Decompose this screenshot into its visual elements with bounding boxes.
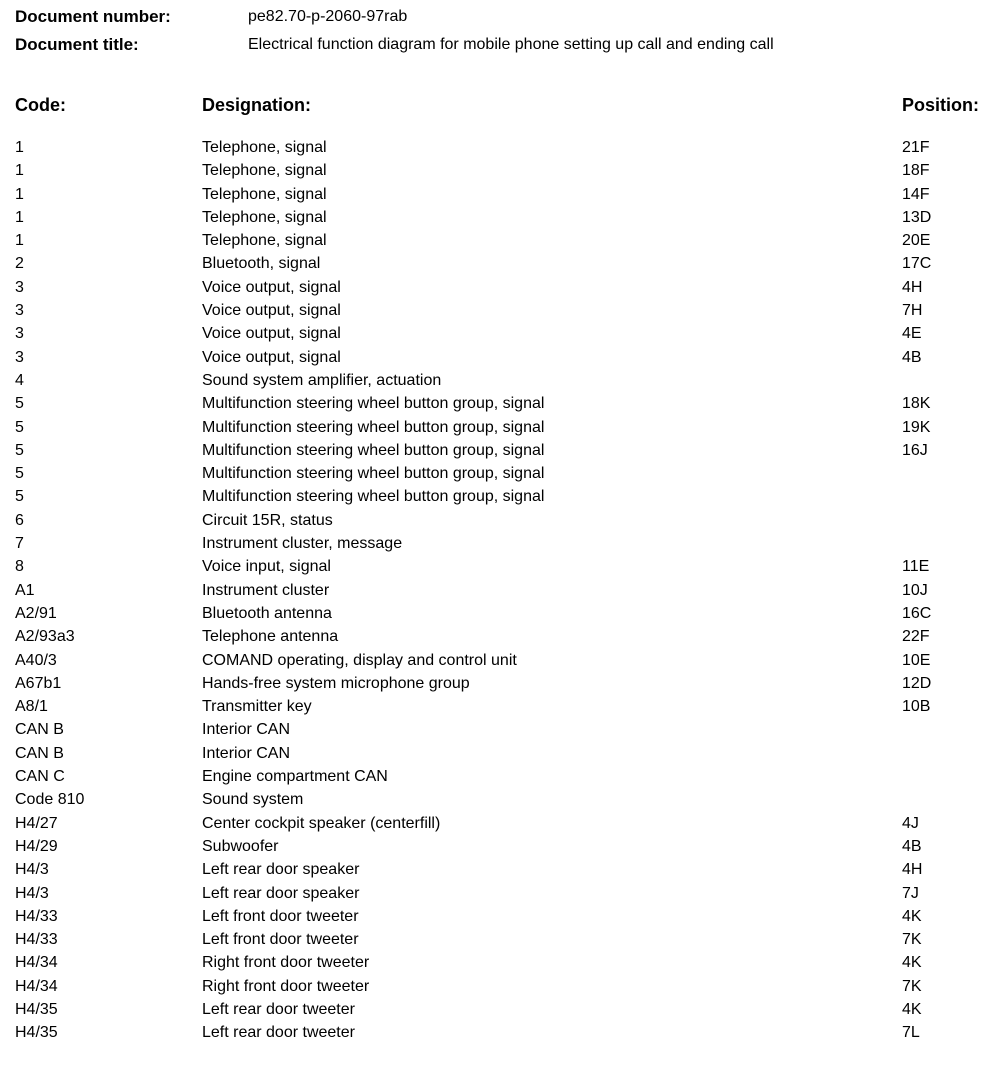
row-code: CAN B [15,721,64,739]
table-header [0,92,998,118]
table-row [0,555,998,578]
row-designation: Instrument cluster, message [202,535,403,553]
table-row [0,905,998,928]
row-position: 4J [902,814,919,832]
row-code: 5 [15,465,24,483]
row-designation: Voice output, signal [202,325,341,343]
table-row [0,276,998,299]
table-row [0,159,998,182]
row-position: 4H [902,278,923,296]
row-code: 2 [15,255,24,273]
row-code: 5 [15,418,24,436]
row-designation: Voice output, signal [202,278,341,296]
row-designation: Left rear door speaker [202,884,360,902]
row-designation: Multifunction steering wheel button group, signal [202,465,545,483]
table-row [0,462,998,485]
table-row [0,136,998,159]
row-designation: Voice output, signal [202,348,341,366]
row-position: 18K [902,395,931,413]
column-header-code: Code: [15,95,66,115]
table-row [0,975,998,998]
table-row [0,695,998,718]
row-designation: Center cockpit speaker (centerfill) [202,814,441,832]
table-row [0,439,998,462]
row-designation: Circuit 15R, status [202,511,333,529]
row-code: 6 [15,511,24,529]
row-position: 7H [902,302,923,320]
row-designation: Multifunction steering wheel button group, signal [202,395,545,413]
row-code: A67b1 [15,674,62,692]
table-row [0,812,998,835]
row-code: 3 [15,348,24,366]
table-row [0,625,998,648]
row-designation: Telephone, signal [202,162,327,180]
row-code: H4/3 [15,884,49,902]
row-position: 4B [902,348,922,366]
row-position: 7L [902,1024,920,1042]
row-code: A2/93a3 [15,628,75,646]
row-position: 17C [902,255,932,273]
row-designation: Engine compartment CAN [202,768,388,786]
document-title-row [15,34,975,56]
row-code: A8/1 [15,698,48,716]
document-title-label: Document title: [15,35,139,54]
table-row [0,928,998,951]
table-row [0,602,998,625]
row-code: 4 [15,371,24,389]
document-number-row [15,6,975,28]
table-row [0,765,998,788]
row-code: H4/34 [15,977,58,995]
row-code: 7 [15,535,24,553]
row-designation: Multifunction steering wheel button group, signal [202,418,545,436]
row-designation: Voice output, signal [202,302,341,320]
table-row [0,369,998,392]
table-row [0,951,998,974]
row-designation: Telephone, signal [202,208,327,226]
row-code: 1 [15,232,24,250]
row-code: 8 [15,558,24,576]
row-designation: Interior CAN [202,744,291,762]
row-code: A40/3 [15,651,57,669]
row-position: 4H [902,861,923,879]
row-position: 10E [902,651,931,669]
row-position: 10B [902,698,931,716]
row-code: H4/27 [15,814,58,832]
row-position: 4B [902,837,922,855]
row-designation: Right front door tweeter [202,954,370,972]
table-row [0,882,998,905]
row-designation: Interior CAN [202,721,291,739]
row-designation: Voice input, signal [202,558,331,576]
row-designation: Left rear door tweeter [202,1000,355,1018]
table-row [0,229,998,252]
row-position: 7K [902,931,922,949]
table-row [0,532,998,555]
row-code: 1 [15,139,24,156]
row-position: 14F [902,185,930,203]
row-designation: Left rear door tweeter [202,1024,355,1042]
row-position: 12D [902,674,932,692]
row-designation: Multifunction steering wheel button group, signal [202,441,545,459]
row-position: 16J [902,441,928,459]
row-designation: Telephone, signal [202,232,327,250]
row-position: 20E [902,232,931,250]
row-code: 5 [15,441,24,459]
row-designation: Left front door tweeter [202,907,359,925]
table-row [0,322,998,345]
row-code: 3 [15,302,24,320]
row-position: 4K [902,1000,922,1018]
table-row [0,672,998,695]
row-designation: Telephone antenna [202,628,339,646]
table-row [0,485,998,508]
row-code: 5 [15,488,24,506]
column-header-designation: Designation: [202,95,312,115]
row-position: 18F [902,162,930,180]
row-position: 4K [902,907,922,925]
table-row [0,346,998,369]
row-code: A2/91 [15,604,57,622]
row-designation: Instrument cluster [202,581,330,599]
table-row [0,998,998,1021]
row-code: H4/29 [15,837,58,855]
table-row [0,252,998,275]
column-header-position: Position: [902,95,979,115]
row-code: H4/3 [15,861,49,879]
row-code: H4/33 [15,907,58,925]
row-position: 16C [902,604,932,622]
table-row [0,858,998,881]
table-row [0,392,998,415]
table-row [0,206,998,229]
row-designation: Sound system amplifier, actuation [202,371,442,389]
table-row [0,299,998,322]
row-code: 1 [15,162,24,180]
document-number-value: pe82.70-p-2060-97rab [248,8,408,25]
row-designation: Sound system [202,791,304,809]
row-position: 7K [902,977,922,995]
document-number-label: Document number: [15,7,171,26]
row-designation: Subwoofer [202,837,279,855]
row-code: 5 [15,395,24,413]
row-code: A1 [15,581,35,599]
row-designation: Right front door tweeter [202,977,370,995]
row-designation: Telephone, signal [202,139,327,156]
row-position: 19K [902,418,931,436]
row-code: CAN B [15,744,64,762]
row-code: 3 [15,278,24,296]
row-code: 1 [15,208,24,226]
row-code: 3 [15,325,24,343]
table-row [0,416,998,439]
row-code: H4/35 [15,1024,58,1042]
row-position: 4K [902,954,922,972]
table-row [0,1021,998,1044]
table-row [0,788,998,811]
table-body [0,136,998,1045]
table-row [0,579,998,602]
row-position: 4E [902,325,922,343]
row-code: H4/35 [15,1000,58,1018]
table-row [0,509,998,532]
row-designation: Bluetooth antenna [202,604,332,622]
row-designation: Telephone, signal [202,185,327,203]
row-position: 7J [902,884,919,902]
row-designation: Multifunction steering wheel button group, signal [202,488,545,506]
row-code: H4/34 [15,954,58,972]
row-code: CAN C [15,768,65,786]
row-position: 21F [902,139,930,156]
table-row [0,835,998,858]
row-designation: Left front door tweeter [202,931,359,949]
row-designation: Bluetooth, signal [202,255,321,273]
row-code: H4/33 [15,931,58,949]
row-position: 13D [902,208,932,226]
row-designation: COMAND operating, display and control unit [202,651,517,669]
row-designation: Hands-free system microphone group [202,674,470,692]
table-row [0,742,998,765]
row-code: Code 810 [15,791,85,809]
row-designation: Left rear door speaker [202,861,360,879]
row-position: 22F [902,628,930,646]
table-row [0,183,998,206]
table-row [0,649,998,672]
row-position: 10J [902,581,928,599]
row-position: 11E [902,558,930,576]
row-designation: Transmitter key [202,698,312,716]
row-code: 1 [15,185,24,203]
document-title-value: Electrical function diagram for mobile phone setting up call and ending call [248,36,774,53]
table-row [0,718,998,741]
